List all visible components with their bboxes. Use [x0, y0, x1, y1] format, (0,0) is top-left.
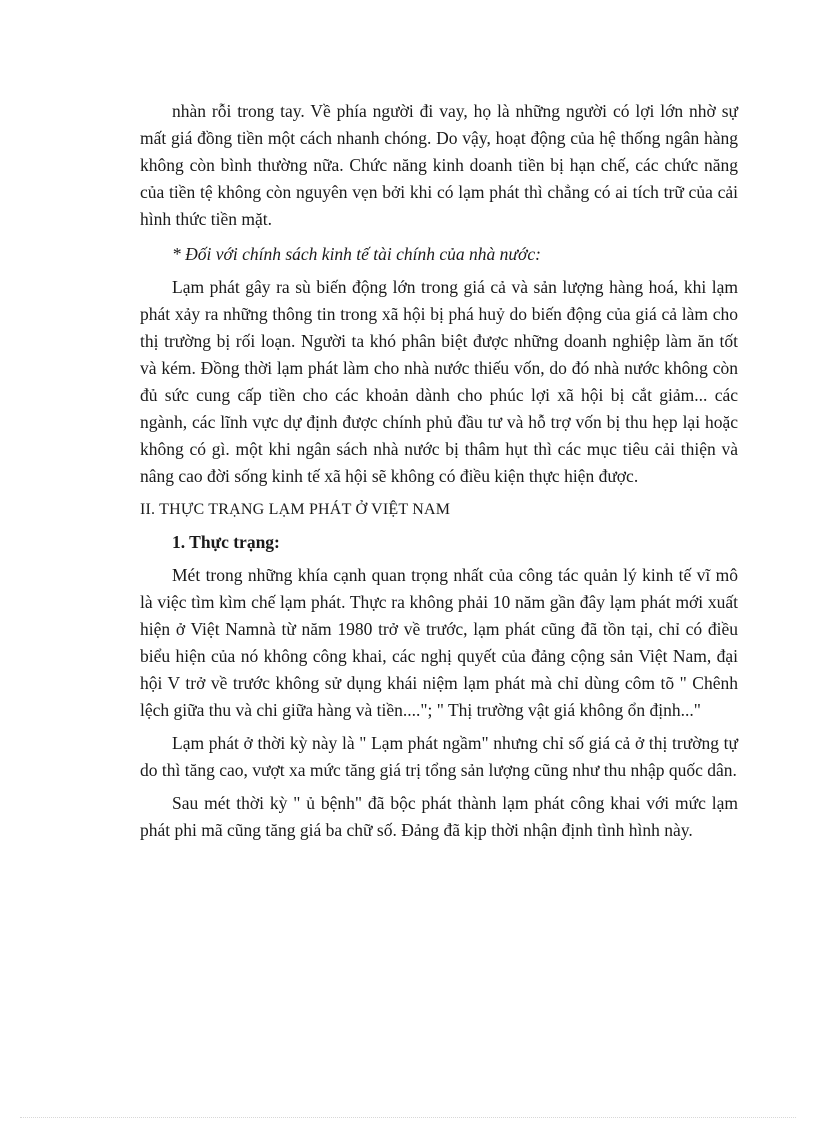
italic-subheading: * Đối với chính sách kinh tế tài chính của nhà nước:	[172, 244, 541, 264]
document-body	[140, 98, 738, 850]
subsection-heading: 1. Thực trạng:	[172, 532, 280, 552]
paragraph-open-inflation: Sau mét thời kỳ " ủ bệnh" đã bộc phát thành lạm phát công khai với mức lạm phát phi mã cũng tăng giá ba chữ số. Đảng đã kịp thời nhận định tình hình này.	[140, 793, 738, 840]
paragraph-continued: nhàn rỗi trong tay. Về phía người đi vay, họ là những người có lợi lớn nhờ sự mất giá đồng tiền một cách nhanh chóng. Do vậy, hoạt động của hệ thống ngân hàng không còn bình thường nữa. Chức năng kinh doanh tiền bị hạn chế, các chức năng của tiền tệ không còn nguyên vẹn bởi khi có lạm phát thì chẳng có ai tích trữ của cải hình thức tiền mặt.	[140, 101, 738, 229]
paragraph-hidden-inflation: Lạm phát ở thời kỳ này là " Lạm phát ngầm" nhưng chỉ số giá cả ở thị trường tự do thì tăng cao, vượt xa mức tăng giá trị tổng sản lượng cũng như thu nhập quốc dân.	[140, 733, 738, 780]
page-bottom-divider	[20, 1117, 796, 1118]
paragraph-current-situation: Mét trong những khía cạnh quan trọng nhất của công tác quản lý kinh tế vĩ mô là việc tìm kìm chế lạm phát. Thực ra không phải 10 năm gần đây lạm phát mới xuất hiện ở Việt Namnà từ năm 1980 trở về trước, lạm phát cũng đã tồn tại, chỉ có điều biểu hiện của nó không công khai, các nghị quyết của đảng cộng sản Việt Nam, đại hội V trở về trước không sử dụng khái niệm lạm phát mà chỉ dùng côm tõ " Chênh lệch giữa thu và chi giữa hàng và tiền...."; " Thị trường vật giá không ổn định..."	[140, 565, 738, 720]
section-heading: II. THỰC TRẠNG LẠM PHÁT Ở VIỆT NAM	[140, 501, 451, 518]
paragraph-economic-policy: Lạm phát gây ra sù biến động lớn trong giá cả và sản lượng hàng hoá, khi lạm phát xảy ra những thông tin trong xã hội bị phá huỷ do biến động của giá cả làm cho thị trường bị rối loạn. Người ta khó phân biệt được những doanh nghiệp làm ăn tốt và kém. Đồng thời lạm phát làm cho nhà nước thiếu vốn, do đó nhà nước không còn đủ sức cung cấp tiền cho các khoản dành cho phúc lợi xã hội bị cắt giảm... các ngành, các lĩnh vực dự định được chính phủ đầu tư và hỗ trợ vốn bị thu hẹp lại hoặc không có gì. một khi ngân sách nhà nước bị thâm hụt thì các mục tiêu cải thiện và nâng cao đời sống kinh tế xã hội sẽ không có điều kiện thực hiện được.	[140, 277, 738, 486]
